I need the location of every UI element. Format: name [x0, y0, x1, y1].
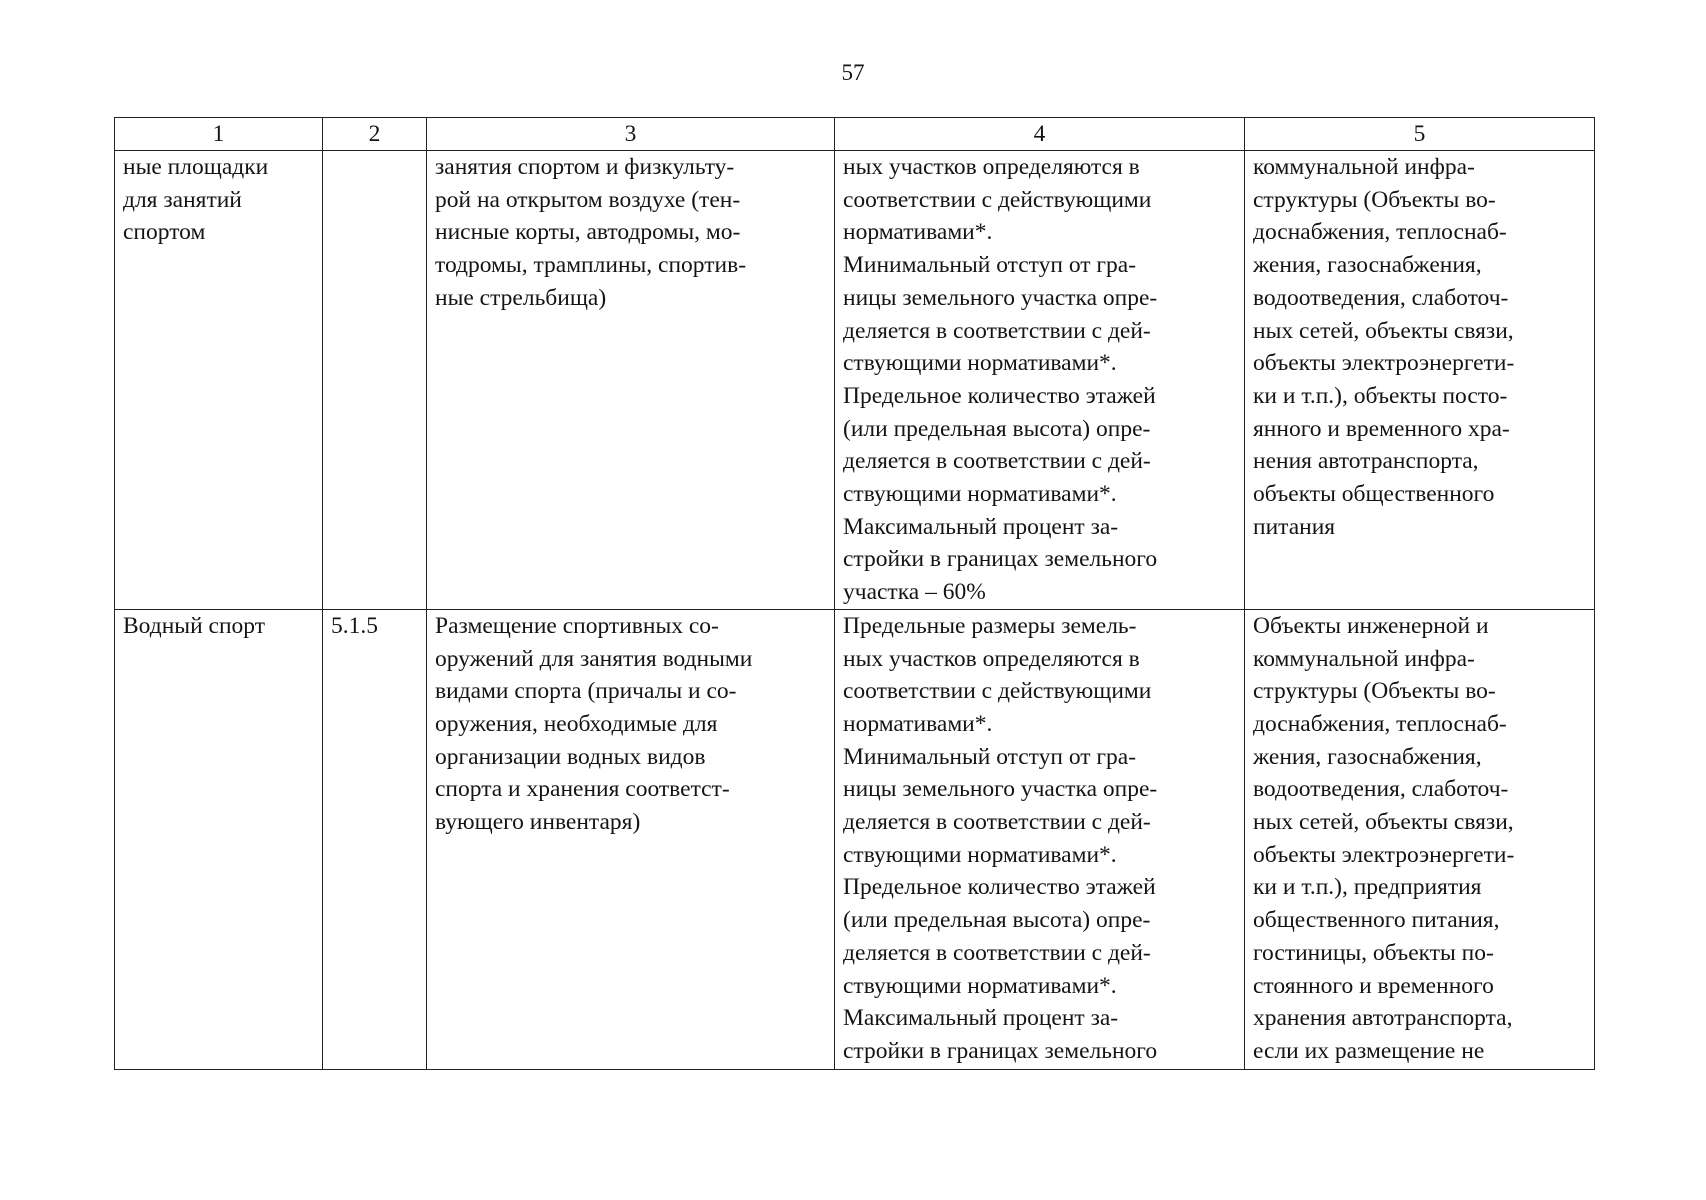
cell-use-code — [323, 151, 427, 610]
permitted-uses-text: Объекты инженерной и коммунальной инфра- структуры (Объекты во- доснабжения, теплоснаб- жения, газоснабжения, водоотведения, слаботоч- ных сетей, объекты связи, объекты электроэнергети- ки и т.п.), предприятия общественного питания, гостиницы, объекты по- стоянного и временного хранения автотранспорта, если их размещение не — [1253, 612, 1515, 1064]
column-header-5: 5 — [1245, 118, 1595, 151]
cell-permitted-uses — [1245, 609, 1595, 1069]
cell-use-code — [323, 609, 427, 1069]
use-name-text: ные площадки для занятий спортом — [123, 154, 269, 246]
column-header-1: 1 — [115, 118, 323, 151]
table-row — [115, 151, 1595, 610]
use-description-text: Размещение спортивных со- оружений для занятия водными видами спорта (причалы и со- оружения, необходимые для организации водных видов спорта и хранения соответст- вующего инвентаря) — [435, 612, 753, 836]
column-header-3: 3 — [427, 118, 835, 151]
use-name-text: Водный спорт — [123, 612, 265, 639]
cell-use-description — [427, 151, 835, 610]
table-header-row — [115, 118, 1595, 151]
permitted-uses-text: коммунальной инфра- структуры (Объекты во- доснабжения, теплоснаб- жения, газоснабжения, водоотведения, слаботоч- ных сетей, объекты связи, объекты электроэнергети- ки и т.п.), объекты посто- янного и временного хра- нения автотранспорта, объекты общественного питания — [1253, 154, 1515, 540]
cell-use-parameters — [835, 609, 1245, 1069]
column-header-2: 2 — [323, 118, 427, 151]
table-row — [115, 609, 1595, 1069]
cell-permitted-uses — [1245, 151, 1595, 610]
page-number: 57 — [841, 60, 865, 85]
column-header-4: 4 — [835, 118, 1245, 151]
cell-use-description — [427, 609, 835, 1069]
cell-use-name — [115, 609, 323, 1069]
use-description-text: занятия спортом и физкульту- рой на открытом воздухе (тен- нисные корты, автодромы, мо- тодромы, трамплины, спортив- ные стрельбища) — [435, 154, 747, 311]
use-code-text: 5.1.5 — [331, 612, 378, 639]
land-use-table — [114, 117, 1595, 1070]
cell-use-name — [115, 151, 323, 610]
cell-use-parameters — [835, 151, 1245, 610]
use-parameters-text: ных участков определяются в соответствии с действующими нормативами*. Минимальный отступ от гра- ницы земельного участка опре- деляется в соответствии с дей- ствующими нормативами*. Предельное количество этажей (или предельная высота) опре- деляется в соответствии с дей- ствующими нормативами*. Максимальный процент за- стройки в границах земельного участка – 60% — [843, 154, 1158, 606]
use-parameters-text: Предельные размеры земель- ных участков определяются в соответствии с действующими нормативами*. Минимальный отступ от гра- ницы земельного участка опре- деляется в соответствии с дей- ствующими нормативами*. Предельное количество этажей (или предельная высота) опре- деляется в соответствии с дей- ствующими нормативами*. Максимальный процент за- стройки в границах земельного — [843, 612, 1158, 1064]
